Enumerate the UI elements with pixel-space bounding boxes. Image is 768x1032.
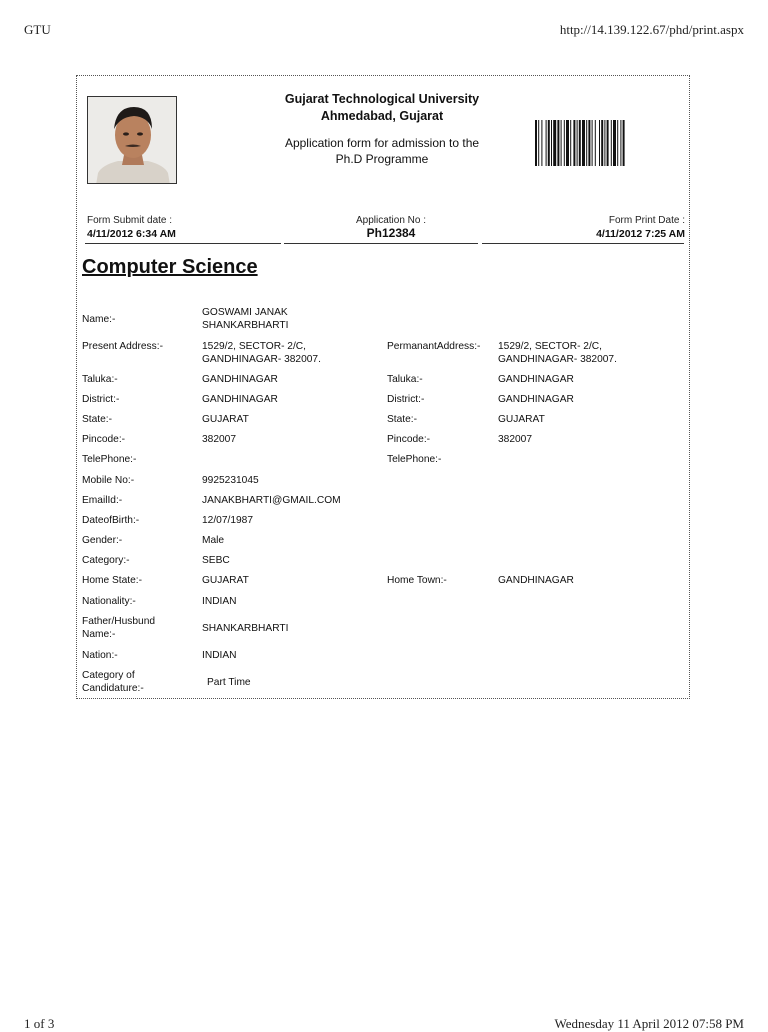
present-address-line1: 1529/2, SECTOR- 2/C, — [202, 341, 306, 352]
divider — [85, 243, 281, 244]
university-header — [257, 91, 507, 167]
university-name: Gujarat Technological University — [284, 92, 480, 106]
telephone-label: TelePhone:- — [82, 454, 137, 465]
submit-date-label: Form Submit date : — [87, 215, 173, 226]
pincode-label: Pincode:- — [82, 434, 126, 445]
browser-url: http://14.139.122.67/phd/print.aspx — [559, 22, 744, 37]
perm-district-label: District:- — [387, 394, 425, 405]
name-value-line1: GOSWAMI JANAK — [202, 307, 288, 318]
permanent-address-line2: GANDHINAGAR- 382007. — [498, 354, 617, 365]
form-title: Application form for admission to the Ph.D Programme — [284, 136, 480, 166]
divider — [284, 243, 478, 244]
application-number — [303, 215, 479, 240]
department-title: Computer Science — [82, 256, 258, 278]
application-number-label: Application No : — [355, 215, 427, 226]
email-value: JANAKBHARTI@GMAIL.COM — [202, 495, 341, 506]
dob-label: DateofBirth:- — [82, 515, 140, 526]
home-state-value: GUJARAT — [202, 575, 249, 586]
present-address-label: Present Address:- — [82, 341, 163, 352]
university-city: Ahmedabad, Gujarat — [320, 109, 444, 123]
state-label: State:- — [82, 414, 113, 425]
nationality-value: INDIAN — [202, 596, 237, 607]
nation-label: Nation:- — [82, 650, 118, 661]
applicant-photo — [87, 96, 177, 184]
print-datetime: Wednesday 11 April 2012 07:58 PM — [554, 1016, 744, 1031]
nation-value: INDIAN — [202, 650, 237, 661]
present-address-line2: GANDHINAGAR- 382007. — [202, 354, 321, 365]
perm-state-value: GUJARAT — [498, 414, 545, 425]
nationality-label: Nationality:- — [82, 596, 136, 607]
candidature-label-line1: Category of — [82, 670, 135, 681]
mobile-label: Mobile No:- — [82, 475, 135, 486]
form-print-date — [596, 215, 685, 240]
gender-label: Gender:- — [82, 535, 123, 546]
perm-taluka-label: Taluka:- — [387, 374, 423, 385]
perm-taluka-value: GANDHINAGAR — [498, 374, 574, 385]
candidature-label-line2: Candidature:- — [82, 683, 144, 694]
print-date-label: Form Print Date : — [608, 215, 685, 226]
home-state-label: Home State:- — [82, 575, 143, 586]
state-value: GUJARAT — [202, 414, 249, 425]
perm-district-value: GANDHINAGAR — [498, 394, 574, 405]
perm-pincode-value: 382007 — [498, 434, 532, 445]
category-label: Category:- — [82, 555, 130, 566]
divider — [482, 243, 684, 244]
perm-telephone-label: TelePhone:- — [387, 454, 442, 465]
gender-value: Male — [202, 535, 225, 546]
permanent-address-label: PermanantAddress:- — [387, 341, 481, 352]
taluka-value: GANDHINAGAR — [202, 374, 278, 385]
home-town-label: Home Town:- — [387, 575, 447, 586]
application-number-value: Ph12384 — [366, 226, 416, 240]
dob-value: 12/07/1987 — [202, 515, 253, 526]
taluka-label: Taluka:- — [82, 374, 118, 385]
submit-date-value: 4/11/2012 6:34 AM — [87, 228, 176, 240]
form-submit-date — [87, 215, 176, 240]
home-town-value: GANDHINAGAR — [498, 575, 574, 586]
email-label: EmailId:- — [82, 495, 123, 506]
father-name-label-line2: Name:- — [82, 629, 116, 640]
perm-state-label: State:- — [387, 414, 418, 425]
browser-page-title: GTU — [24, 22, 51, 37]
name-value-line2: SHANKARBHARTI — [202, 320, 289, 331]
perm-pincode-label: Pincode:- — [387, 434, 431, 445]
name-label: Name:- — [82, 314, 116, 325]
father-name-label-line1: Father/Husbund — [82, 616, 156, 627]
page-counter: 1 of 3 — [24, 1016, 55, 1031]
pincode-value: 382007 — [202, 434, 236, 445]
candidature-value: Part Time — [207, 677, 251, 688]
district-value: GANDHINAGAR — [202, 394, 278, 405]
application-form — [76, 75, 690, 699]
category-value: SEBC — [202, 555, 230, 566]
permanent-address-line1: 1529/2, SECTOR- 2/C, — [498, 341, 602, 352]
print-date-value: 4/11/2012 7:25 AM — [596, 228, 685, 240]
district-label: District:- — [82, 394, 120, 405]
father-name-value: SHANKARBHARTI — [202, 623, 289, 634]
mobile-value: 9925231045 — [202, 475, 259, 486]
barcode — [535, 120, 663, 166]
